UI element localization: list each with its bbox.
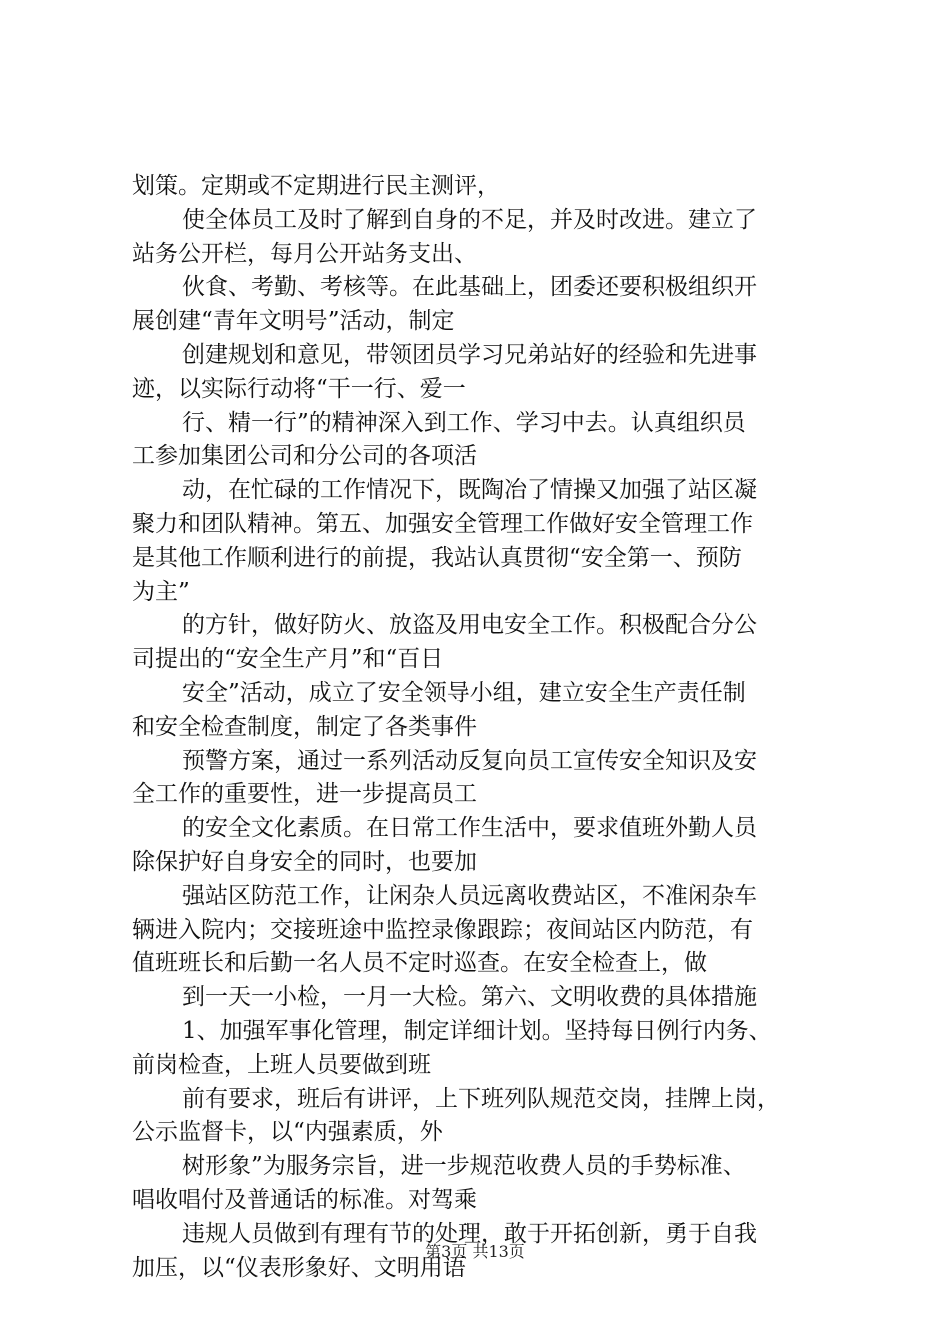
text-line: 的安全文化素质。在日常工作生活中，要求值班外勤人员 xyxy=(182,815,757,842)
text-line: 树形象”为服务宗旨，进一步规范收费人员的手势标准、 xyxy=(182,1153,746,1180)
text-line: 聚力和团队精神。第五、加强安全管理工作做好安全管理工作 xyxy=(132,510,753,537)
text-line: 加压，以“仪表形象好、文明用语 xyxy=(132,1254,466,1281)
text-line: 除保护好自身安全的同时，也要加 xyxy=(132,848,477,875)
text-line: 和安全检查制度，制定了各类事件 xyxy=(132,713,477,740)
text-line: 迹，以实际行动将“干一行、爱一 xyxy=(132,375,466,402)
text-line: 是其他工作顺利进行的前提，我站认真贯彻“安全第一、预防 xyxy=(132,544,742,571)
text-line: 违规人员做到有理有节的处理，敢于开拓创新，勇于自我 xyxy=(182,1220,757,1247)
text-line: 站务公开栏，每月公开站务支出、 xyxy=(132,240,477,267)
text-line: 辆进入院内；交接班途中监控录像跟踪；夜间站区内防范，有 xyxy=(132,916,753,943)
body-text xyxy=(132,170,832,1285)
text-line: 动，在忙碌的工作情况下，既陶冶了情操又加强了站区凝 xyxy=(182,477,757,504)
text-line: 安全”活动，成立了安全领导小组，建立安全生产责任制 xyxy=(182,679,746,706)
text-line: 到一天一小检，一月一大检。第六、文明收费的具体措施 xyxy=(182,984,757,1011)
text-line: 行、精一行”的精神深入到工作、学习中去。认真组织员 xyxy=(182,409,746,436)
text-line: 为主” xyxy=(132,578,190,605)
text-line: 划策。定期或不定期进行民主测评， xyxy=(132,173,500,199)
text-line: 司提出的“安全生产月”和“百日 xyxy=(132,646,444,673)
text-line: 公示监督卡，以“内强素质，外 xyxy=(132,1119,443,1146)
text-line: 前岗检查，上班人员要做到班 xyxy=(132,1051,431,1078)
text-line: 工参加集团公司和分公司的各项活 xyxy=(132,443,477,470)
text-line: 预警方案，通过一系列活动反复向员工宣传安全知识及安 xyxy=(182,747,757,774)
text-line: 伙食、考勤、考核等。在此基础上，团委还要积极组织开 xyxy=(182,274,757,301)
text-line: 前有要求，班后有讲评，上下班列队规范交岗，挂牌上岗， xyxy=(182,1085,780,1112)
text-line: 全工作的重要性，进一步提高员工 xyxy=(132,781,477,808)
text-line: 的方针，做好防火、放盗及用电安全工作。积极配合分公 xyxy=(182,612,757,639)
text-line: 展创建“青年文明号”活动，制定 xyxy=(132,308,455,335)
text-line: 唱收唱付及普通话的标准。对驾乘 xyxy=(132,1186,477,1213)
text-line: 值班班长和后勤一名人员不定时巡查。在安全检查上，做 xyxy=(132,950,707,977)
text-line: 1、加强军事化管理，制定详细计划。坚持每日例行内务、 xyxy=(182,1017,772,1044)
page-footer: 第3页 共13页 xyxy=(425,1242,525,1261)
text-line: 强站区防范工作，让闲杂人员远离收费站区，不准闲杂车 xyxy=(182,882,757,909)
text-line: 使全体员工及时了解到自身的不足，并及时改进。建立了 xyxy=(182,206,757,233)
text-line: 创建规划和意见，带领团员学习兄弟站好的经验和先进事 xyxy=(182,341,757,368)
